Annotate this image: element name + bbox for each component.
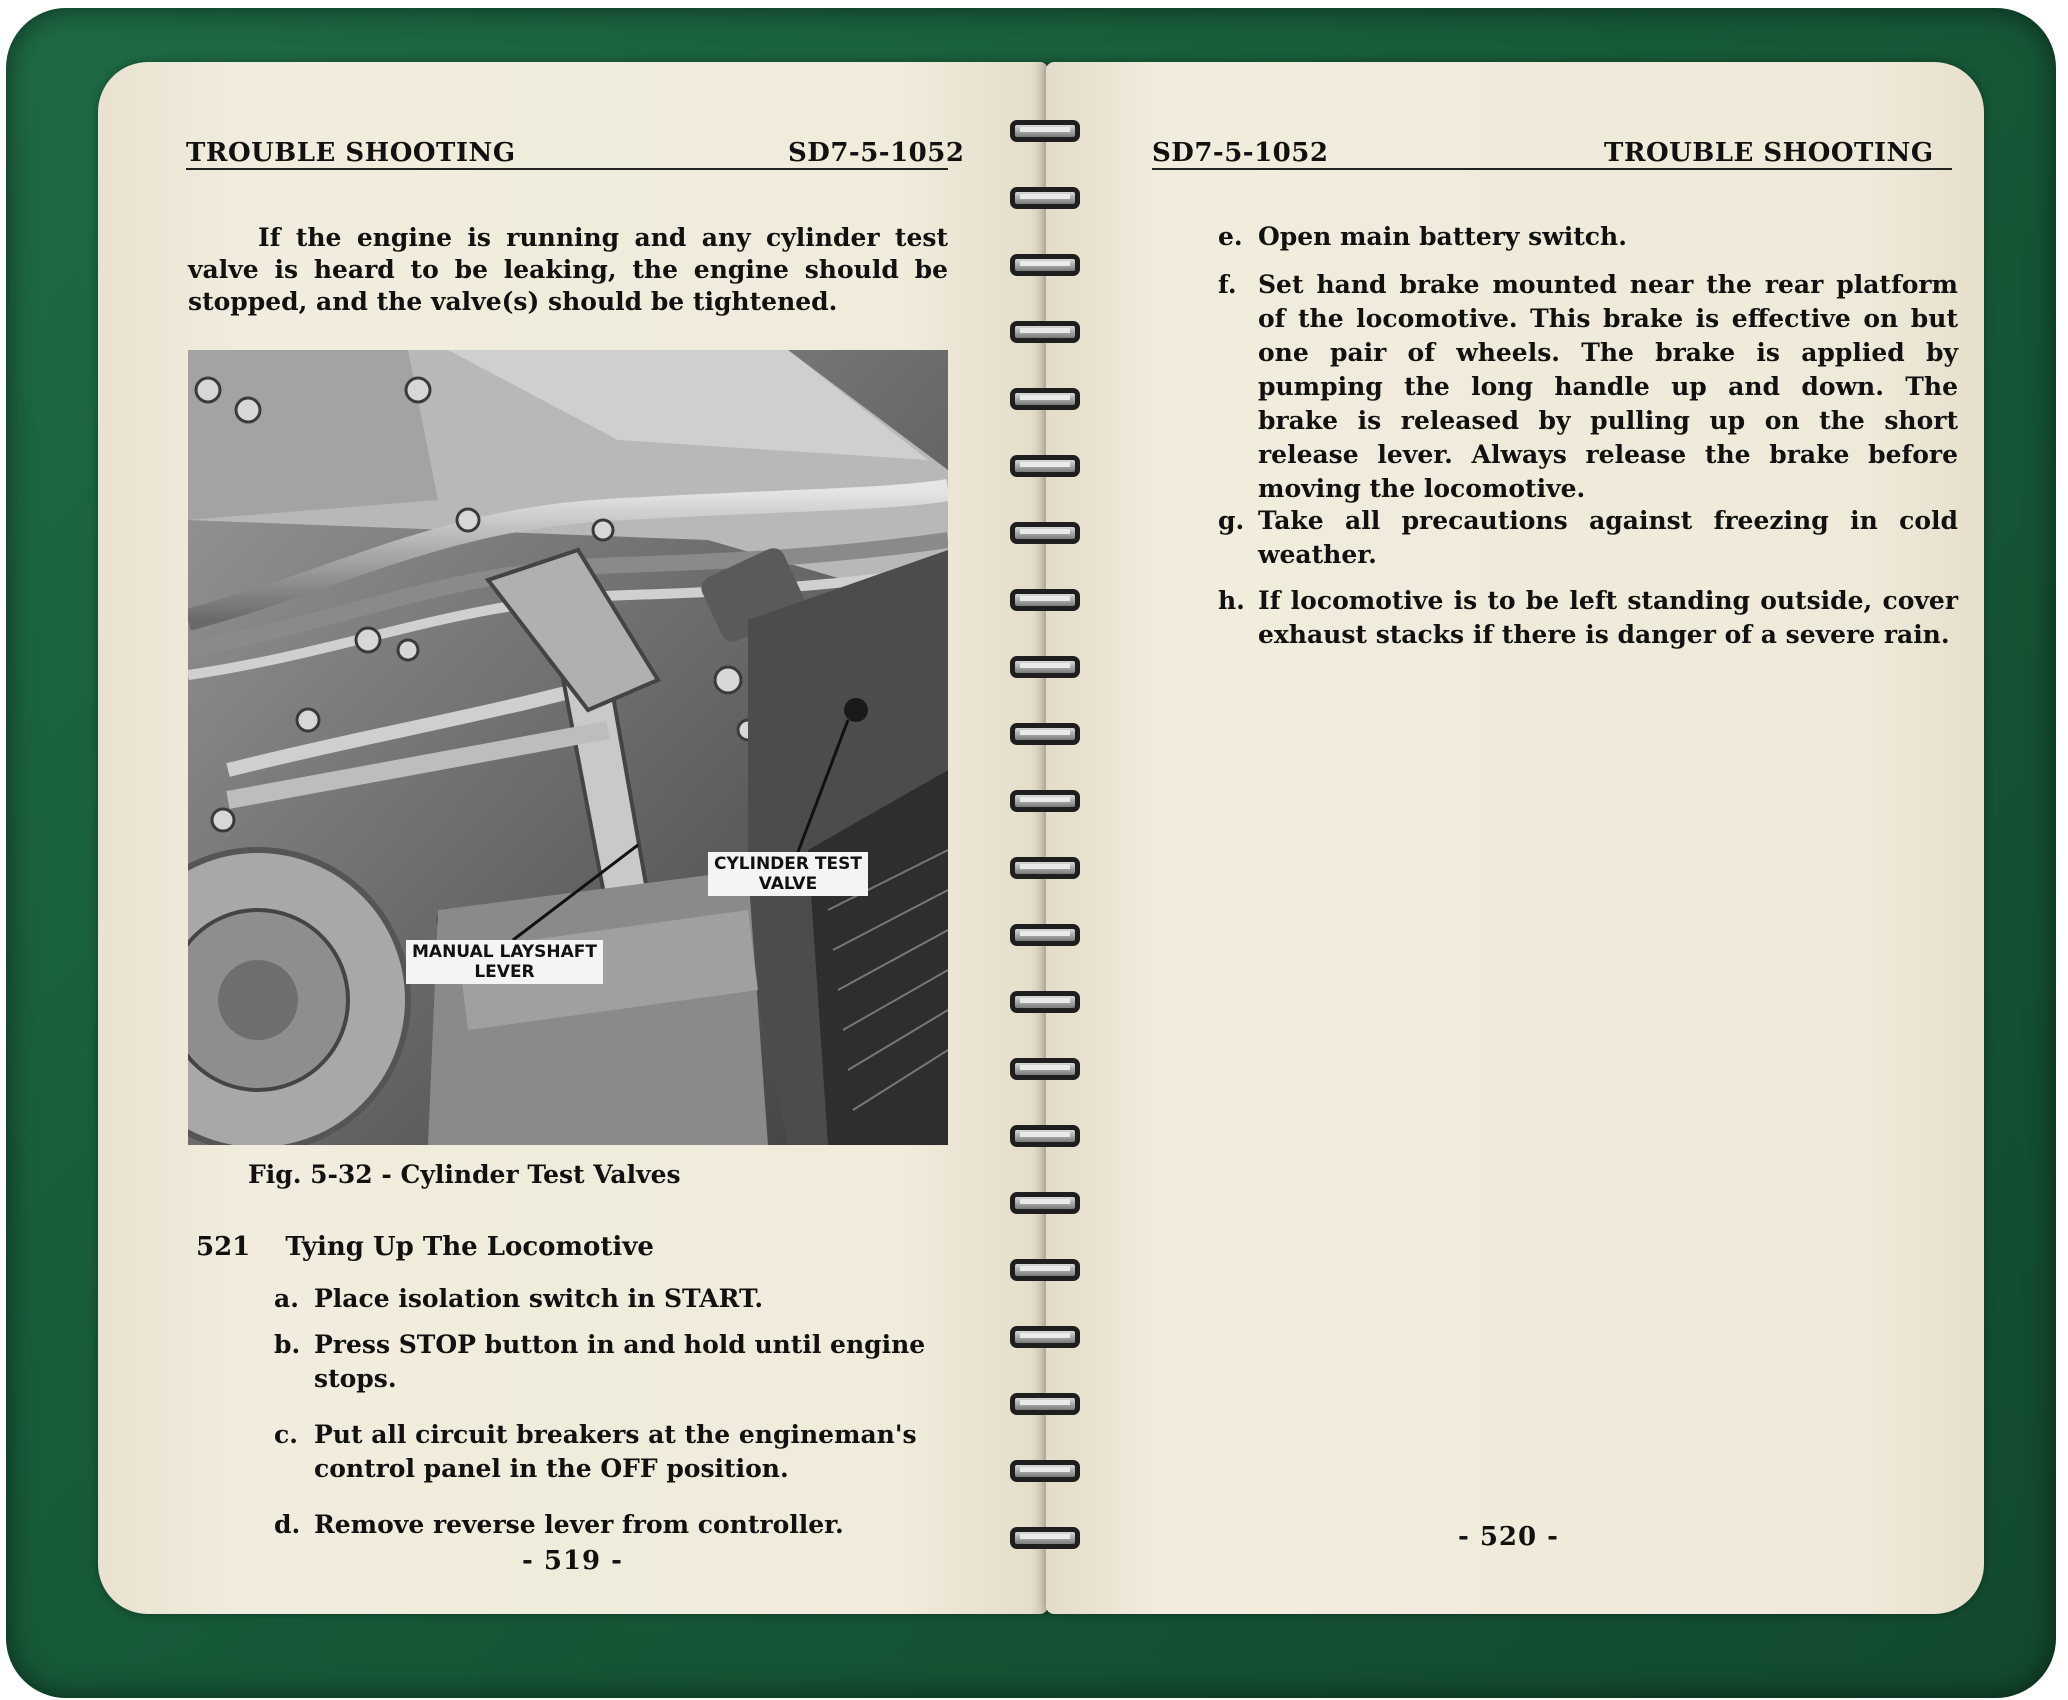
right-header-rule xyxy=(1152,168,1952,170)
item-text: Take all precautions against freezing in cold weather. xyxy=(1258,506,1958,569)
item-label: a. xyxy=(274,1284,299,1313)
list-item xyxy=(274,1508,954,1548)
item-text: Set hand brake mounted near the rear platform of the locomotive. This brake is effective on but one pair of wheels. The brake is applied by pumping the long handle up and down. The brake is released by pulling up on the short release lever. Always release the brake before moving the locomotive. xyxy=(1258,270,1958,503)
binding-ring xyxy=(1006,788,1084,816)
item-label: c. xyxy=(274,1420,298,1449)
item-label: b. xyxy=(274,1330,301,1359)
left-page xyxy=(98,62,1048,1614)
right-page xyxy=(1046,62,1984,1614)
binding-ring xyxy=(1006,1257,1084,1285)
binding-ring xyxy=(1006,319,1084,347)
item-text: Put all circuit breakers at the engineman's control panel in the OFF position. xyxy=(314,1420,917,1483)
item-label: f. xyxy=(1218,270,1237,299)
binding-ring xyxy=(1006,1056,1084,1084)
item-text: Remove reverse lever from controller. xyxy=(314,1510,844,1539)
item-label: d. xyxy=(274,1510,301,1539)
engine-photo xyxy=(188,350,948,1145)
spiral-binding xyxy=(1006,118,1084,1578)
binding-ring xyxy=(1006,654,1084,682)
right-header-title: TROUBLE SHOOTING xyxy=(1604,138,1934,168)
binding-ring xyxy=(1006,1324,1084,1352)
binding-ring xyxy=(1006,118,1084,146)
section-title: Tying Up The Locomotive xyxy=(285,1232,654,1262)
item-label: h. xyxy=(1218,586,1245,615)
list-item xyxy=(274,1282,954,1322)
binding-ring xyxy=(1006,520,1084,548)
left-header-rule xyxy=(186,168,948,170)
list-item xyxy=(1218,504,1958,580)
left-header-title: TROUBLE SHOOTING xyxy=(186,138,516,168)
item-text: Press STOP button in and hold until engine stops. xyxy=(314,1330,926,1393)
list-item xyxy=(1218,220,1958,260)
binding-ring xyxy=(1006,252,1084,280)
left-header-code: SD7-5-1052 xyxy=(788,138,965,168)
binding-ring xyxy=(1006,185,1084,213)
binding-ring xyxy=(1006,453,1084,481)
page-number: - 519 - xyxy=(522,1546,623,1576)
binding-ring xyxy=(1006,855,1084,883)
right-header-code: SD7-5-1052 xyxy=(1152,138,1329,168)
binding-ring xyxy=(1006,587,1084,615)
binding-ring xyxy=(1006,386,1084,414)
item-text: If locomotive is to be left standing outside, cover exhaust stacks if there is danger of a severe rain. xyxy=(1258,586,1958,649)
list-item xyxy=(274,1418,954,1494)
item-label: g. xyxy=(1218,506,1245,535)
figure-caption: Fig. 5-32 - Cylinder Test Valves xyxy=(248,1160,681,1189)
list-item xyxy=(1218,268,1958,503)
item-text: Open main battery switch. xyxy=(1258,222,1627,251)
list-item xyxy=(1218,584,1958,694)
binding-ring xyxy=(1006,1190,1084,1218)
item-text: Place isolation switch in START. xyxy=(314,1284,764,1313)
intro-paragraph: If the engine is running and any cylinder test valve is heard to be leaking, the engine should be stopped, and the valve(s) should be tightened. xyxy=(188,223,948,316)
binding-ring xyxy=(1006,1458,1084,1486)
binding-ring xyxy=(1006,1391,1084,1419)
binding-ring xyxy=(1006,989,1084,1017)
binding-ring xyxy=(1006,721,1084,749)
page-number: - 520 - xyxy=(1458,1522,1559,1552)
binding-ring xyxy=(1006,1123,1084,1151)
callout-cylinder-test-valve: CYLINDER TEST VALVE xyxy=(708,852,868,896)
binding-ring xyxy=(1006,922,1084,950)
section-number: 521 xyxy=(196,1232,251,1262)
item-label: e. xyxy=(1218,222,1243,251)
binding-ring xyxy=(1006,1525,1084,1553)
list-item xyxy=(274,1328,954,1404)
section-heading xyxy=(196,1232,654,1262)
callout-manual-layshaft-lever: MANUAL LAYSHAFT LEVER xyxy=(406,940,603,984)
